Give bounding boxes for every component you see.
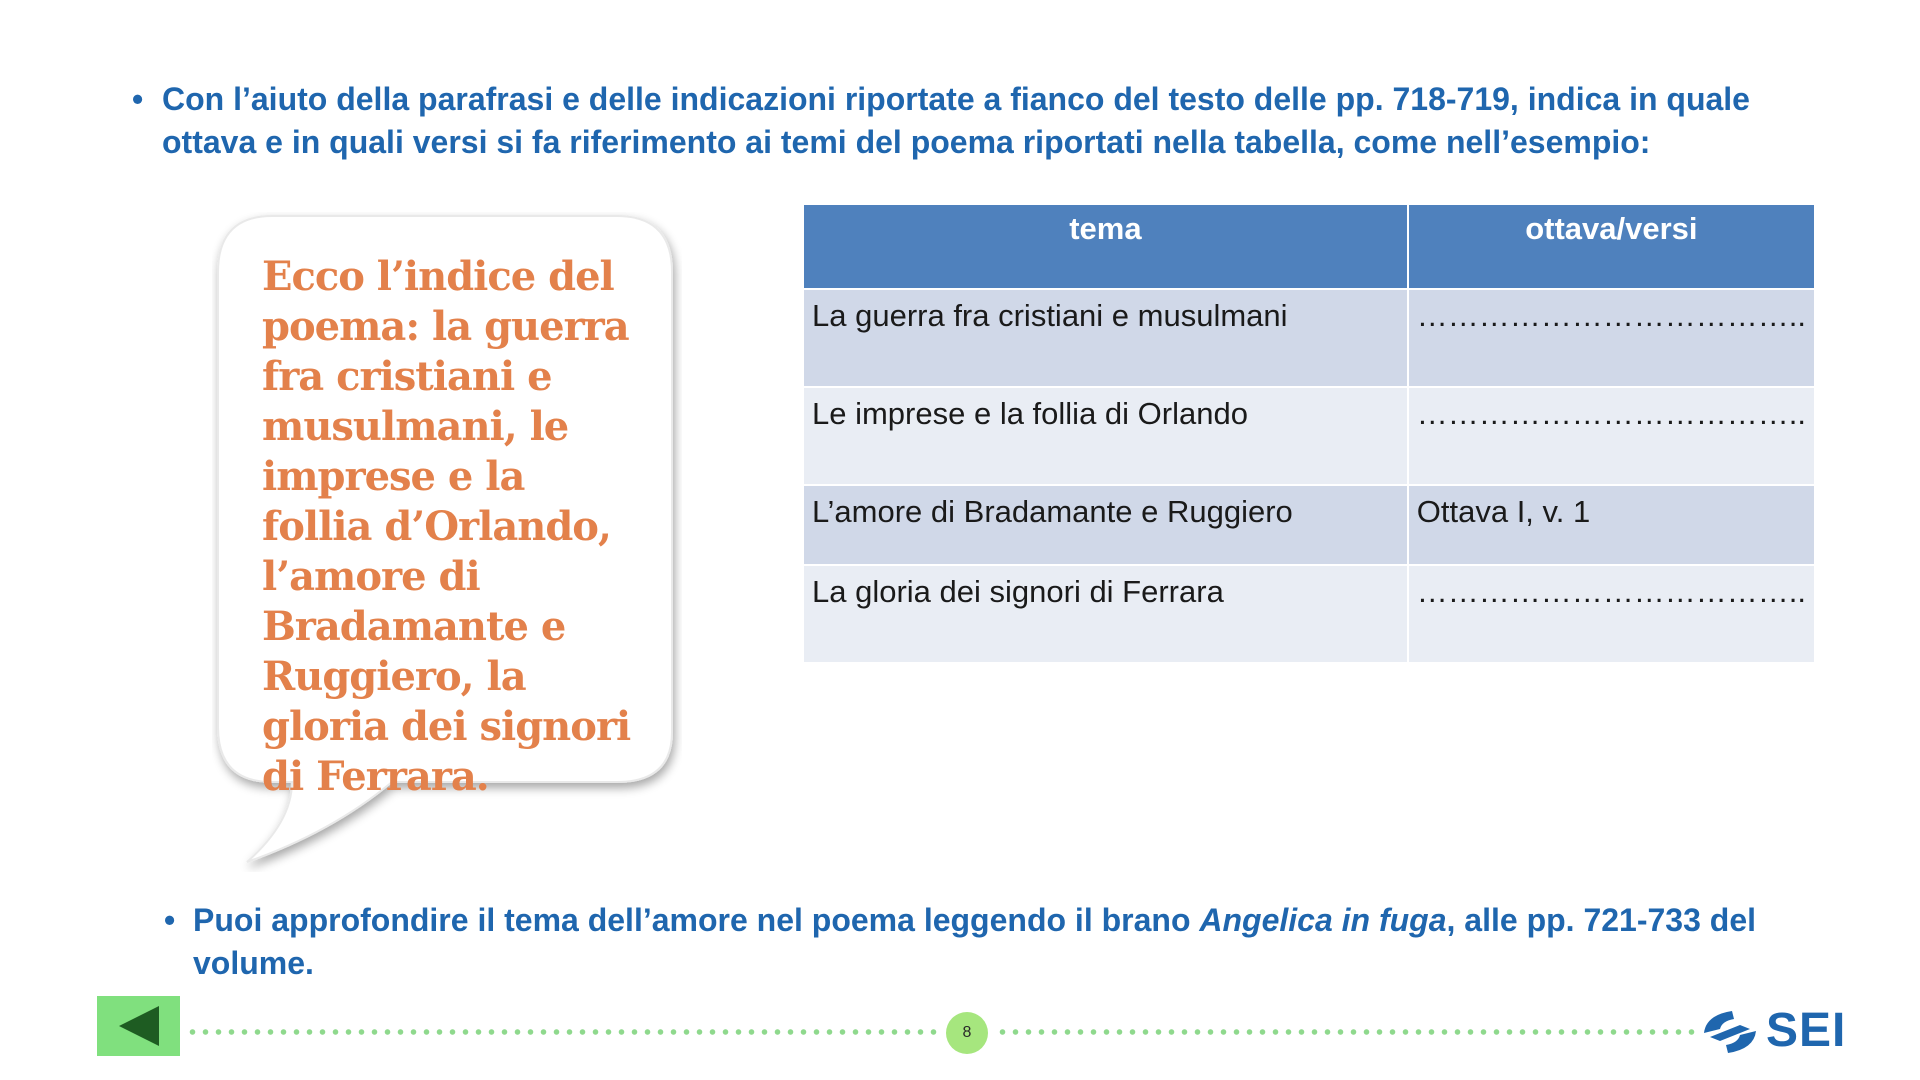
instruction-text: Con l’aiuto della parafrasi e delle indicazioni riportate a fianco del testo delle pp. 718-719, indica in quale ottava e in quali versi si fa riferimento ai temi del poema riportati nella tabella, come nell’esempio:	[162, 81, 1750, 160]
speech-bubble-text: Ecco l’indice del poema: la guerra fra cristiani e musulmani, le imprese e la follia d’Orlando, l’amore di Bradamante e Ruggiero, la gloria dei signori di Ferrara.	[262, 253, 631, 800]
footer-note-after: , alle pp. 721-733 del volume.	[193, 902, 1756, 981]
table-row	[804, 289, 1814, 387]
bullet: •	[164, 902, 176, 938]
left-triangle-icon	[117, 1004, 161, 1048]
page-number: 8	[946, 1012, 988, 1054]
speech-bubble	[212, 212, 682, 872]
footer-note-title: Angelica in fuga	[1199, 902, 1447, 938]
sei-logo	[1700, 1004, 1870, 1057]
footer-note-text	[164, 899, 1804, 985]
table-header-row	[804, 205, 1814, 289]
table-row	[804, 565, 1814, 662]
header-ottava-versi: ottava/versi	[1408, 205, 1814, 289]
tema-cell: La guerra fra cristiani e musulmani	[804, 289, 1408, 387]
sei-logo-mark-icon	[1700, 1007, 1760, 1057]
footer-note	[164, 899, 1804, 985]
table-row	[804, 485, 1814, 565]
dotted-divider-right	[996, 1029, 1696, 1035]
previous-page-button[interactable]	[97, 996, 180, 1056]
tema-cell: L’amore di Bradamante e Ruggiero	[804, 485, 1408, 565]
sei-logo-text: SEI	[1766, 1004, 1847, 1057]
ottava-cell: ………………………………..	[1408, 387, 1814, 485]
bullet: •	[132, 81, 144, 117]
ottava-cell: ………………………………..	[1408, 289, 1814, 387]
header-tema: tema	[804, 205, 1408, 289]
tema-cell: Le imprese e la follia di Orlando	[804, 387, 1408, 485]
instruction-paragraph	[134, 78, 1774, 164]
dotted-divider-left	[186, 1029, 942, 1035]
themes-table	[804, 205, 1814, 662]
ottava-cell: Ottava I, v. 1	[1408, 485, 1814, 565]
ottava-cell: ………………………………..	[1408, 565, 1814, 662]
table-row	[804, 387, 1814, 485]
footer-note-before: Puoi approfondire il tema dell’amore nel poema leggendo il brano	[193, 902, 1200, 938]
tema-cell: La gloria dei signori di Ferrara	[804, 565, 1408, 662]
